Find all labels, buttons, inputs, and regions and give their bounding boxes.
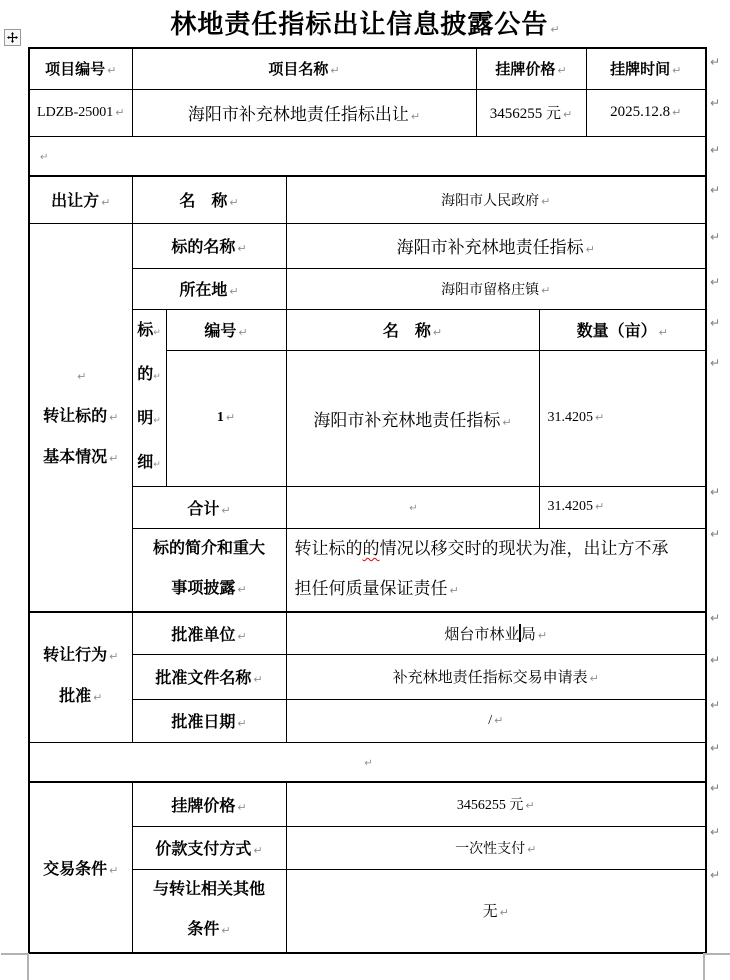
cell-end-mark: ↵ xyxy=(115,105,125,119)
cell-end-mark: ↵ xyxy=(109,864,119,877)
cell-seller-section-label[interactable]: 出让方 ↵ xyxy=(29,176,132,223)
cell-end-mark: ↵ xyxy=(221,924,231,938)
cell-detail-qty-header[interactable]: 数量（亩） ↵ xyxy=(539,309,706,351)
row-end-mark: ↵ xyxy=(710,230,721,244)
cell-end-mark: ↵ xyxy=(595,500,605,513)
cell-end-mark: ↵ xyxy=(153,327,161,338)
table-row xyxy=(29,48,706,89)
table-row xyxy=(29,782,706,826)
cell-end-mark: ↵ xyxy=(330,64,340,78)
table-row xyxy=(29,89,706,136)
cell-conditions-price-label[interactable]: 挂牌价格 ↵ xyxy=(132,782,286,826)
cell-project-id[interactable]: LDZB-25001 ↵ xyxy=(29,89,132,136)
cell-end-mark: ↵ xyxy=(494,713,504,727)
cell-approval-unit-value[interactable]: 烟台市林业 局 ↵ xyxy=(286,612,706,654)
cell-conditions-price-value[interactable]: 3456255 元 ↵ xyxy=(286,782,706,826)
cell-end-mark: ↵ xyxy=(153,459,161,470)
cell-conditions-payment-value[interactable]: 一次性支付 ↵ xyxy=(286,826,706,869)
text-boundary-corner-right xyxy=(703,953,730,980)
paragraph-mark: ↵ xyxy=(364,757,373,769)
cell-end-mark: ↵ xyxy=(563,108,573,121)
cell-end-mark: ↵ xyxy=(410,110,421,123)
cell-subject-name-value[interactable]: 海阳市补充林地责任指标 ↵ xyxy=(286,223,706,268)
cell-end-mark: ↵ xyxy=(658,326,668,340)
paragraph-mark: ↵ xyxy=(40,151,49,163)
cell-listing-price-header[interactable]: 挂牌价格 ↵ xyxy=(476,48,586,89)
cell-approval-section-label[interactable]: 转让行为 ↵ 批准 ↵ xyxy=(29,612,132,742)
row-end-mark: ↵ xyxy=(710,356,721,370)
cell-end-mark: ↵ xyxy=(672,106,682,119)
cell-subject-name-label[interactable]: 标的名称 ↵ xyxy=(132,223,286,268)
cell-end-mark: ↵ xyxy=(229,285,239,298)
text-boundary-corner-left xyxy=(1,953,29,980)
cell-end-mark: ↵ xyxy=(109,451,119,465)
cell-end-mark: ↵ xyxy=(502,415,512,429)
cell-conditions-other-label[interactable]: 与转让相关其他 条件 ↵ xyxy=(132,869,286,953)
cell-detail-name[interactable]: 海阳市补充林地责任指标 ↵ xyxy=(286,351,539,486)
cell-conditions-payment-label[interactable]: 价款支付方式 ↵ xyxy=(132,826,286,869)
cell-approval-doc-label[interactable]: 批准文件名称 ↵ xyxy=(132,654,286,699)
document-title[interactable] xyxy=(0,4,730,41)
cell-approval-unit-label[interactable]: 批准单位 ↵ xyxy=(132,612,286,654)
cell-end-mark: ↵ xyxy=(101,196,111,210)
cell-end-mark: ↵ xyxy=(237,242,247,255)
cell-end-mark: ↵ xyxy=(153,371,161,382)
cell-detail-no-header[interactable]: 编号 ↵ xyxy=(166,309,286,351)
cell-end-mark: ↵ xyxy=(109,650,119,664)
cell-empty-spacer[interactable] xyxy=(29,136,706,176)
cell-end-mark: ↵ xyxy=(541,283,551,297)
cell-empty-spacer[interactable] xyxy=(29,742,706,782)
cell-end-mark: ↵ xyxy=(221,503,231,517)
cell-end-mark: ↵ xyxy=(432,326,443,340)
table-row xyxy=(29,742,706,782)
cell-end-mark: ↵ xyxy=(237,629,247,643)
cell-intro-label[interactable]: 标的简介和重大 事项披露 ↵ xyxy=(132,528,286,612)
cell-listing-time-header[interactable]: 挂牌时间 ↵ xyxy=(586,48,706,89)
row-end-mark: ↵ xyxy=(710,527,721,541)
cell-seller-name-value[interactable]: 海阳市人民政府 ↵ xyxy=(286,176,706,223)
cell-total-label[interactable]: 合计 ↵ xyxy=(132,486,286,528)
row-end-mark: ↵ xyxy=(710,143,721,157)
cell-end-mark: ↵ xyxy=(237,800,247,814)
cell-end-mark: ↵ xyxy=(229,196,239,210)
cell-project-name[interactable]: 海阳市补充林地责任指标出让 ↵ xyxy=(132,89,476,136)
paragraph-mark: ↵ xyxy=(409,503,418,514)
title-text: 林地责任指标出让信息披露公告 xyxy=(170,10,549,39)
row-end-mark: ↵ xyxy=(710,698,721,712)
cell-approval-date-value[interactable]: / ↵ xyxy=(286,699,706,742)
cell-detail-qty[interactable]: 31.4205 ↵ xyxy=(539,351,706,486)
cell-location-value[interactable]: 海阳市留格庄镇 ↵ xyxy=(286,268,706,309)
row-end-mark: ↵ xyxy=(710,96,721,110)
cell-detail-no[interactable]: 1 ↵ xyxy=(166,351,286,486)
cell-end-mark: ↵ xyxy=(589,672,599,685)
row-end-mark: ↵ xyxy=(710,183,721,197)
cell-end-mark: ↵ xyxy=(672,64,682,78)
cell-project-id-header[interactable]: 项目编号 ↵ xyxy=(29,48,132,89)
cell-seller-name-label[interactable]: 名 称 ↵ xyxy=(132,176,286,223)
table-row xyxy=(29,136,706,176)
cell-end-mark: ↵ xyxy=(585,243,595,256)
cell-end-mark: ↵ xyxy=(595,411,605,425)
row-end-mark: ↵ xyxy=(710,485,721,499)
cell-end-mark: ↵ xyxy=(253,844,263,857)
row-end-mark: ↵ xyxy=(710,781,721,795)
cell-conditions-section-label[interactable]: 交易条件 ↵ xyxy=(29,782,132,953)
table-row xyxy=(29,612,706,654)
cell-listing-price[interactable]: 3456255 元 ↵ xyxy=(476,89,586,136)
cell-end-mark: ↵ xyxy=(107,64,117,78)
cell-approval-doc-value[interactable]: 补充林地责任指标交易申请表 ↵ xyxy=(286,654,706,699)
cell-end-mark: ↵ xyxy=(238,326,248,340)
paragraph-mark: ↵ xyxy=(77,369,87,383)
cell-detail-vertical-label[interactable]: 标↵ 的↵ 明↵ 细↵ xyxy=(132,309,166,486)
cell-end-mark: ↵ xyxy=(237,583,247,597)
row-end-mark: ↵ xyxy=(710,611,721,625)
cell-conditions-other-value[interactable]: 无 ↵ xyxy=(286,869,706,953)
cell-end-mark: ↵ xyxy=(153,415,161,426)
spellcheck-underline: 的 xyxy=(362,538,380,558)
cell-detail-name-header[interactable]: 名 称 ↵ xyxy=(286,309,539,351)
cell-end-mark: ↵ xyxy=(537,628,548,642)
table-row xyxy=(29,176,706,223)
row-end-mark: ↵ xyxy=(710,316,721,330)
disclosure-table xyxy=(28,47,707,954)
cell-end-mark: ↵ xyxy=(499,906,509,920)
table-row xyxy=(29,223,706,268)
cell-approval-date-label[interactable]: 批准日期 ↵ xyxy=(132,699,286,742)
cell-project-name-header[interactable]: 项目名称 ↵ xyxy=(132,48,476,89)
cell-end-mark: ↵ xyxy=(449,583,459,597)
cell-end-mark: ↵ xyxy=(253,673,263,686)
cell-end-mark: ↵ xyxy=(237,717,247,730)
cell-end-mark: ↵ xyxy=(225,411,236,425)
row-end-mark: ↵ xyxy=(710,275,721,289)
cell-end-mark: ↵ xyxy=(109,410,119,424)
cell-subject-section-label[interactable]: ↵ 转让标的 ↵ 基本情况 ↵ xyxy=(29,223,132,612)
row-end-mark: ↵ xyxy=(710,741,721,755)
row-end-mark: ↵ xyxy=(710,825,721,839)
row-end-mark: ↵ xyxy=(710,653,721,667)
row-end-mark: ↵ xyxy=(710,868,721,882)
cell-total-name-empty[interactable] xyxy=(286,486,539,528)
cell-location-label[interactable]: 所在地 ↵ xyxy=(132,268,286,309)
cell-intro-text[interactable]: 转让标的的情况以移交时的现状为准，出让方不承 担任何质量保证责任 ↵ xyxy=(286,528,706,612)
cell-end-mark: ↵ xyxy=(557,64,567,78)
cell-total-qty[interactable]: 31.4205 ↵ xyxy=(539,486,706,528)
row-end-mark: ↵ xyxy=(710,55,721,69)
cell-end-mark: ↵ xyxy=(527,842,537,856)
cell-end-mark: ↵ xyxy=(525,799,535,813)
cell-end-mark: ↵ xyxy=(541,194,551,208)
paragraph-mark: ↵ xyxy=(550,23,560,36)
cell-listing-time[interactable]: 2025.12.8 ↵ xyxy=(586,89,706,136)
cell-end-mark: ↵ xyxy=(93,691,103,705)
